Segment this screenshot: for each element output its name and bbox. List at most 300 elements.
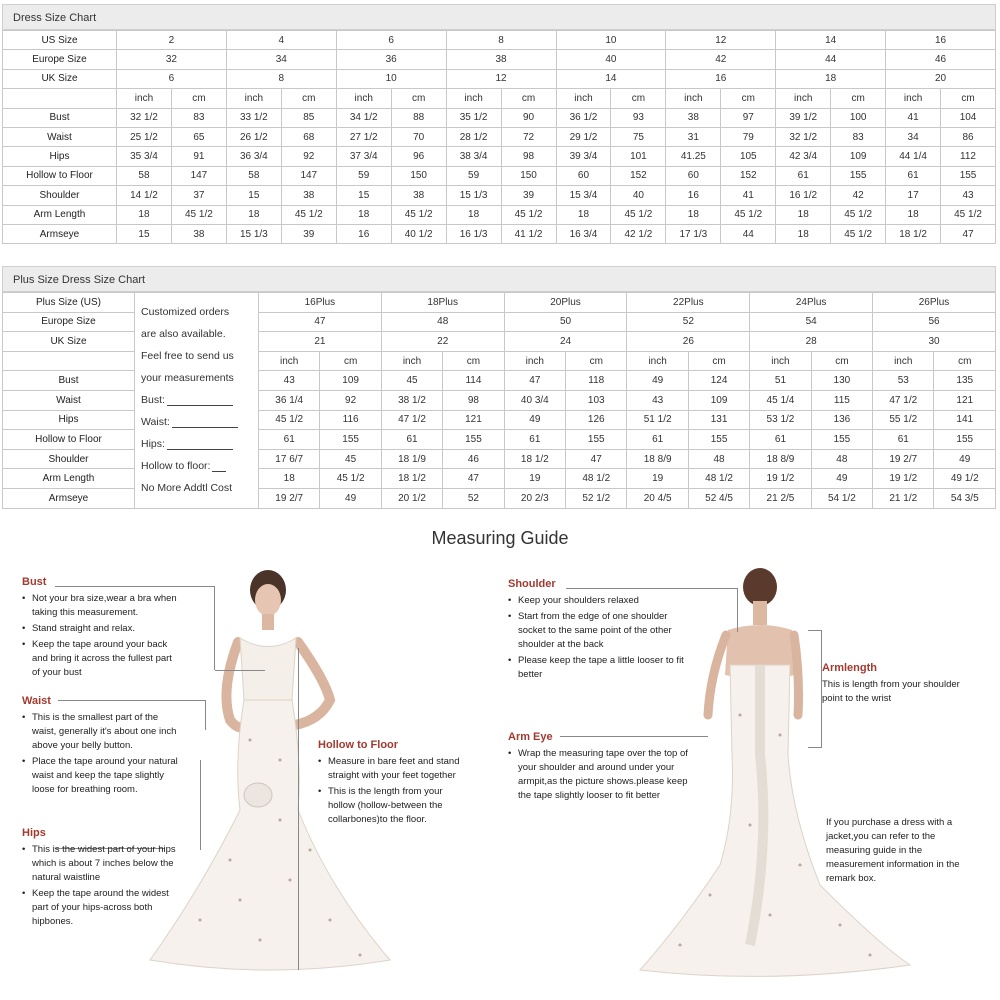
measure-cell: 54 3/5 — [934, 488, 996, 508]
measure-cell: 43 — [941, 186, 996, 205]
section-heading: Waist — [22, 695, 51, 707]
measure-cell: 45 1/2 — [391, 205, 446, 224]
size-table — [2, 30, 996, 244]
measure-cell: 45 1/2 — [831, 224, 886, 243]
measure-cell: 114 — [443, 371, 504, 391]
measure-row — [3, 186, 996, 205]
armlength-text: This is length from your shoulder point to the wrist — [822, 679, 960, 704]
size-cell: 2 — [117, 31, 227, 50]
row-label: Shoulder — [3, 449, 135, 469]
custom-note-line: Customized orders — [141, 306, 230, 318]
measure-cell: 18 — [776, 224, 831, 243]
measure-cell: 45 — [320, 449, 381, 469]
measure-cell: 93 — [611, 108, 666, 127]
measure-cell: 45 1/2 — [171, 205, 226, 224]
section-list — [318, 755, 468, 827]
measure-cell: 98 — [501, 147, 556, 166]
measure-cell: 45 1/2 — [320, 469, 381, 489]
size-row — [3, 69, 996, 88]
custom-note-line: Feel free to send us — [141, 350, 234, 362]
measure-cell: 39 — [281, 224, 336, 243]
custom-note-field — [141, 455, 258, 477]
measure-cell: 100 — [831, 108, 886, 127]
measure-cell: 130 — [811, 371, 872, 391]
section-item: • Keep the tape around your back and bring it across the fullest part of your bust — [22, 638, 182, 680]
measure-cell: 15 1/3 — [446, 186, 501, 205]
measure-cell: 98 — [443, 390, 504, 410]
measure-cell: 47 1/2 — [873, 390, 934, 410]
measure-cell: 52 — [443, 488, 504, 508]
section-item: • Place the tape around your natural waist and keep the tape slightly loose for breathing room. — [22, 755, 182, 797]
section-heading: Bust — [22, 576, 47, 588]
unit-cell: inch — [117, 89, 172, 108]
measure-cell: 61 — [750, 430, 811, 450]
bust-leader-h — [215, 670, 265, 671]
measure-cell: 34 — [886, 127, 941, 146]
row-label: Waist — [3, 390, 135, 410]
measure-cell: 105 — [721, 147, 776, 166]
measure-cell: 155 — [320, 430, 381, 450]
unit-row — [3, 89, 996, 108]
measure-cell: 38 — [171, 224, 226, 243]
measure-cell: 27 1/2 — [336, 127, 391, 146]
measure-cell: 109 — [688, 390, 749, 410]
armlength-leader — [808, 630, 822, 748]
measure-cell: 42 — [831, 186, 886, 205]
unit-cell: inch — [336, 89, 391, 108]
size-cell: 36 — [336, 50, 446, 69]
size-cell: 40 — [556, 50, 666, 69]
row-label: Bust — [3, 108, 117, 127]
size-row — [3, 293, 996, 313]
measure-cell: 45 1/2 — [941, 205, 996, 224]
section-list — [22, 843, 182, 929]
section-list — [22, 711, 182, 797]
measure-cell: 37 3/4 — [336, 147, 391, 166]
chart-title: Plus Size Dress Size Chart — [2, 266, 996, 292]
measure-cell: 45 1/2 — [259, 410, 320, 430]
custom-note-line: are also available. — [141, 328, 226, 340]
hollow-leader — [298, 648, 299, 970]
measure-cell: 18 — [776, 205, 831, 224]
measure-cell: 49 — [504, 410, 565, 430]
unit-cell: cm — [721, 89, 776, 108]
dress-size-chart — [2, 4, 996, 244]
section-item: • Measure in bare feet and stand straight with your feet together — [318, 755, 468, 783]
measure-cell: 48 — [688, 449, 749, 469]
measure-cell: 61 — [627, 430, 688, 450]
measure-cell: 49 — [811, 469, 872, 489]
unit-cell: cm — [320, 351, 381, 371]
measure-cell: 18 — [556, 205, 611, 224]
measure-row — [3, 205, 996, 224]
shoulder-section — [508, 577, 688, 684]
measure-cell: 18 8/9 — [627, 449, 688, 469]
measure-cell: 39 3/4 — [556, 147, 611, 166]
size-row — [3, 31, 996, 50]
measure-cell: 38 — [666, 108, 721, 127]
blank-field-line — [167, 439, 233, 450]
size-cell: 14 — [776, 31, 886, 50]
size-cell: 32 — [117, 50, 227, 69]
measure-cell: 92 — [320, 390, 381, 410]
size-cell: 34 — [226, 50, 336, 69]
hips-leader-v — [200, 760, 201, 850]
size-cell: 16Plus — [259, 293, 382, 313]
size-cell: 12 — [446, 69, 556, 88]
measure-cell: 16 1/3 — [446, 224, 501, 243]
row-label: Armseye — [3, 488, 135, 508]
measure-cell: 19 1/2 — [873, 469, 934, 489]
size-cell: 18Plus — [381, 293, 504, 313]
row-label: UK Size — [3, 332, 135, 352]
size-cell: 50 — [504, 312, 627, 332]
measure-cell: 83 — [831, 127, 886, 146]
measure-cell: 61 — [776, 166, 831, 185]
measure-cell: 141 — [934, 410, 996, 430]
measure-cell: 34 1/2 — [336, 108, 391, 127]
measure-cell: 135 — [934, 371, 996, 391]
measure-cell: 15 — [226, 186, 281, 205]
hollow-to-floor-section — [318, 738, 468, 829]
section-heading: Hips — [22, 827, 46, 839]
measure-cell: 41 1/2 — [501, 224, 556, 243]
section-item: • Keep the tape around the widest part of your hips-across both hipbones. — [22, 887, 182, 929]
unit-cell: cm — [501, 89, 556, 108]
size-cell: 26Plus — [873, 293, 996, 313]
size-cell: 38 — [446, 50, 556, 69]
guide-title: Measuring Guide — [431, 528, 569, 548]
measure-cell: 40 3/4 — [504, 390, 565, 410]
measure-cell: 14 1/2 — [117, 186, 172, 205]
size-cell: 22 — [381, 332, 504, 352]
measure-cell: 53 1/2 — [750, 410, 811, 430]
measure-cell: 16 1/2 — [776, 186, 831, 205]
measure-cell: 36 1/2 — [556, 108, 611, 127]
measure-cell: 28 1/2 — [446, 127, 501, 146]
measure-cell: 155 — [566, 430, 627, 450]
unit-cell: cm — [934, 351, 996, 371]
measure-cell: 61 — [886, 166, 941, 185]
measure-cell: 112 — [941, 147, 996, 166]
measure-cell: 31 — [666, 127, 721, 146]
plus-size-chart — [2, 266, 996, 509]
measure-cell: 41.25 — [666, 147, 721, 166]
measure-cell: 20 2/3 — [504, 488, 565, 508]
measure-cell: 32 1/2 — [117, 108, 172, 127]
section-item: • Please keep the tape a little looser to fit better — [508, 654, 688, 682]
unit-cell: cm — [941, 89, 996, 108]
waist-section — [22, 694, 182, 799]
section-item: • Wrap the measuring tape over the top of your shoulder and around under your armpit,as the picture shows.please keep the tape slightly looser to fit better — [508, 747, 688, 803]
size-cell: 8 — [226, 69, 336, 88]
measure-cell: 45 1/4 — [750, 390, 811, 410]
size-cell: 16 — [886, 31, 996, 50]
measure-cell: 41 — [886, 108, 941, 127]
row-label: Europe Size — [3, 312, 135, 332]
measure-cell: 38 3/4 — [446, 147, 501, 166]
size-cell: 12 — [666, 31, 776, 50]
custom-note-line: Bust: — [141, 394, 165, 406]
measure-cell: 126 — [566, 410, 627, 430]
measure-cell: 59 — [446, 166, 501, 185]
section-item: • Not your bra size,wear a bra when taking this measurement. — [22, 592, 182, 620]
measure-cell: 37 — [171, 186, 226, 205]
unit-cell: cm — [566, 351, 627, 371]
measure-cell: 85 — [281, 108, 336, 127]
custom-order-note — [135, 293, 259, 509]
row-label: Arm Length — [3, 205, 117, 224]
measure-cell: 29 1/2 — [556, 127, 611, 146]
measure-cell: 75 — [611, 127, 666, 146]
row-label: Plus Size (US) — [3, 293, 135, 313]
measure-cell: 40 — [611, 186, 666, 205]
custom-note-field — [141, 411, 258, 433]
measure-cell: 49 — [934, 449, 996, 469]
measure-cell: 26 1/2 — [226, 127, 281, 146]
measure-cell: 61 — [504, 430, 565, 450]
chart-title: Dress Size Chart — [2, 4, 996, 30]
measure-cell: 49 — [627, 371, 688, 391]
custom-note-field — [141, 389, 258, 411]
measure-cell: 17 6/7 — [259, 449, 320, 469]
measure-cell: 21 2/5 — [750, 488, 811, 508]
row-label: Hips — [3, 147, 117, 166]
measure-cell: 155 — [443, 430, 504, 450]
measure-cell: 42 1/2 — [611, 224, 666, 243]
measure-cell: 118 — [566, 371, 627, 391]
measure-cell: 155 — [831, 166, 886, 185]
measure-cell: 121 — [934, 390, 996, 410]
measure-cell: 48 1/2 — [566, 469, 627, 489]
measure-cell: 96 — [391, 147, 446, 166]
size-cell: 30 — [873, 332, 996, 352]
measure-cell: 103 — [566, 390, 627, 410]
measure-cell: 104 — [941, 108, 996, 127]
measure-cell: 19 1/2 — [750, 469, 811, 489]
row-label: UK Size — [3, 69, 117, 88]
measure-cell: 47 — [566, 449, 627, 469]
size-cell: 44 — [776, 50, 886, 69]
bust-section — [22, 575, 182, 682]
row-label: Bust — [3, 371, 135, 391]
measure-cell: 45 1/2 — [831, 205, 886, 224]
row-label: Hollow to Floor — [3, 166, 117, 185]
size-cell: 28 — [750, 332, 873, 352]
measure-cell: 88 — [391, 108, 446, 127]
measure-cell: 131 — [688, 410, 749, 430]
measure-cell: 16 — [666, 186, 721, 205]
measure-cell: 45 1/2 — [501, 205, 556, 224]
unit-blank — [3, 351, 135, 371]
measure-cell: 19 — [627, 469, 688, 489]
unit-cell: inch — [776, 89, 831, 108]
section-list — [22, 592, 182, 680]
size-cell: 14 — [556, 69, 666, 88]
size-cell: 46 — [886, 50, 996, 69]
unit-cell: inch — [446, 89, 501, 108]
unit-cell: inch — [556, 89, 611, 108]
measure-cell: 60 — [556, 166, 611, 185]
measure-cell: 68 — [281, 127, 336, 146]
size-cell: 24Plus — [750, 293, 873, 313]
measure-row — [3, 166, 996, 185]
measure-cell: 19 2/7 — [259, 488, 320, 508]
section-item: • This is the widest part of your hips which is about 7 inches below the natural waistline — [22, 843, 182, 885]
measure-cell: 155 — [934, 430, 996, 450]
size-cell: 20Plus — [504, 293, 627, 313]
measure-cell: 18 — [226, 205, 281, 224]
measure-cell: 35 3/4 — [117, 147, 172, 166]
measure-cell: 38 — [391, 186, 446, 205]
measure-cell: 33 1/2 — [226, 108, 281, 127]
measure-cell: 51 1/2 — [627, 410, 688, 430]
measure-cell: 155 — [688, 430, 749, 450]
measure-cell: 20 4/5 — [627, 488, 688, 508]
measure-cell: 52 4/5 — [688, 488, 749, 508]
row-label: Hips — [3, 410, 135, 430]
measure-cell: 39 — [501, 186, 556, 205]
measure-cell: 38 — [281, 186, 336, 205]
measure-cell: 91 — [171, 147, 226, 166]
unit-cell: cm — [281, 89, 336, 108]
measure-cell: 40 1/2 — [391, 224, 446, 243]
measure-cell: 59 — [336, 166, 391, 185]
measure-cell: 116 — [320, 410, 381, 430]
unit-cell: cm — [171, 89, 226, 108]
measure-cell: 61 — [873, 430, 934, 450]
measure-cell: 44 1/4 — [886, 147, 941, 166]
measure-cell: 147 — [171, 166, 226, 185]
measure-cell: 41 — [721, 186, 776, 205]
measure-cell: 21 1/2 — [873, 488, 934, 508]
measure-cell: 45 1/2 — [611, 205, 666, 224]
custom-note-field — [141, 433, 258, 455]
size-cell: 16 — [666, 69, 776, 88]
size-cell: 21 — [259, 332, 382, 352]
measure-cell: 147 — [281, 166, 336, 185]
measure-cell: 53 — [873, 371, 934, 391]
measure-cell: 49 1/2 — [934, 469, 996, 489]
section-heading: Arm Eye — [508, 731, 553, 743]
measure-cell: 15 — [336, 186, 391, 205]
section-heading: Shoulder — [508, 578, 556, 590]
measure-cell: 36 1/4 — [259, 390, 320, 410]
custom-note-line: Hips: — [141, 438, 165, 450]
measure-cell: 17 — [886, 186, 941, 205]
section-item: • Keep your shoulders relaxed — [508, 594, 688, 608]
measure-cell: 83 — [171, 108, 226, 127]
measure-cell: 109 — [831, 147, 886, 166]
measure-row — [3, 224, 996, 243]
measure-cell: 150 — [391, 166, 446, 185]
size-cell: 20 — [886, 69, 996, 88]
measure-cell: 155 — [941, 166, 996, 185]
unit-cell: inch — [259, 351, 320, 371]
unit-cell: inch — [873, 351, 934, 371]
measure-cell: 47 — [504, 371, 565, 391]
measure-cell: 20 1/2 — [381, 488, 442, 508]
measure-cell: 136 — [811, 410, 872, 430]
size-cell: 42 — [666, 50, 776, 69]
section-item: • This is the smallest part of the waist, generally it's about one inch above your belly button. — [22, 711, 182, 753]
size-cell: 26 — [627, 332, 750, 352]
measure-cell: 101 — [611, 147, 666, 166]
unit-cell: cm — [611, 89, 666, 108]
size-cell: 18 — [776, 69, 886, 88]
measure-cell: 48 — [811, 449, 872, 469]
measure-cell: 60 — [666, 166, 721, 185]
armlength-section — [822, 661, 962, 706]
unit-cell: inch — [381, 351, 442, 371]
measure-cell: 72 — [501, 127, 556, 146]
measure-cell: 150 — [501, 166, 556, 185]
size-cell: 54 — [750, 312, 873, 332]
measure-cell: 38 1/2 — [381, 390, 442, 410]
measure-cell: 65 — [171, 127, 226, 146]
size-cell: 4 — [226, 31, 336, 50]
measure-cell: 18 — [259, 469, 320, 489]
measure-cell: 45 — [381, 371, 442, 391]
size-cell: 22Plus — [627, 293, 750, 313]
measure-cell: 155 — [811, 430, 872, 450]
measure-cell: 152 — [721, 166, 776, 185]
measure-cell: 152 — [611, 166, 666, 185]
measure-row — [3, 147, 996, 166]
measure-cell: 18 1/2 — [504, 449, 565, 469]
measure-cell: 39 1/2 — [776, 108, 831, 127]
row-label: Shoulder — [3, 186, 117, 205]
size-cell: 8 — [446, 31, 556, 50]
measure-cell: 18 1/9 — [381, 449, 442, 469]
row-label: US Size — [3, 31, 117, 50]
measure-cell: 45 1/2 — [721, 205, 776, 224]
measure-row — [3, 127, 996, 146]
measure-cell: 43 — [259, 371, 320, 391]
section-list — [508, 594, 688, 682]
row-label: Europe Size — [3, 50, 117, 69]
blank-field-line — [212, 461, 226, 472]
measure-cell: 61 — [381, 430, 442, 450]
size-cell: 24 — [504, 332, 627, 352]
blank-field-line — [167, 395, 233, 406]
section-item: • This is the length from your hollow (hollow-between the collarbones)to the floor. — [318, 785, 468, 827]
measure-cell: 124 — [688, 371, 749, 391]
unit-cell: cm — [688, 351, 749, 371]
unit-cell: inch — [666, 89, 721, 108]
jacket-note: If you purchase a dress with a jacket,you can refer to the measuring guide in the measurement information in the remark box. — [826, 817, 960, 884]
size-cell: 6 — [336, 31, 446, 50]
measure-cell: 15 3/4 — [556, 186, 611, 205]
measure-cell: 18 — [886, 205, 941, 224]
custom-note-line: Hollow to floor: — [141, 460, 211, 472]
measure-cell: 25 1/2 — [117, 127, 172, 146]
unit-cell: cm — [811, 351, 872, 371]
measure-cell: 48 1/2 — [688, 469, 749, 489]
measure-cell: 35 1/2 — [446, 108, 501, 127]
measure-cell: 16 — [336, 224, 391, 243]
measure-cell: 18 1/2 — [381, 469, 442, 489]
measure-cell: 18 8/9 — [750, 449, 811, 469]
measure-cell: 17 1/3 — [666, 224, 721, 243]
measure-cell: 43 — [627, 390, 688, 410]
measure-cell: 32 1/2 — [776, 127, 831, 146]
measure-cell: 54 1/2 — [811, 488, 872, 508]
measure-cell: 36 3/4 — [226, 147, 281, 166]
size-cell: 47 — [259, 312, 382, 332]
measure-cell: 47 1/2 — [381, 410, 442, 430]
custom-note-line: Waist: — [141, 416, 170, 428]
